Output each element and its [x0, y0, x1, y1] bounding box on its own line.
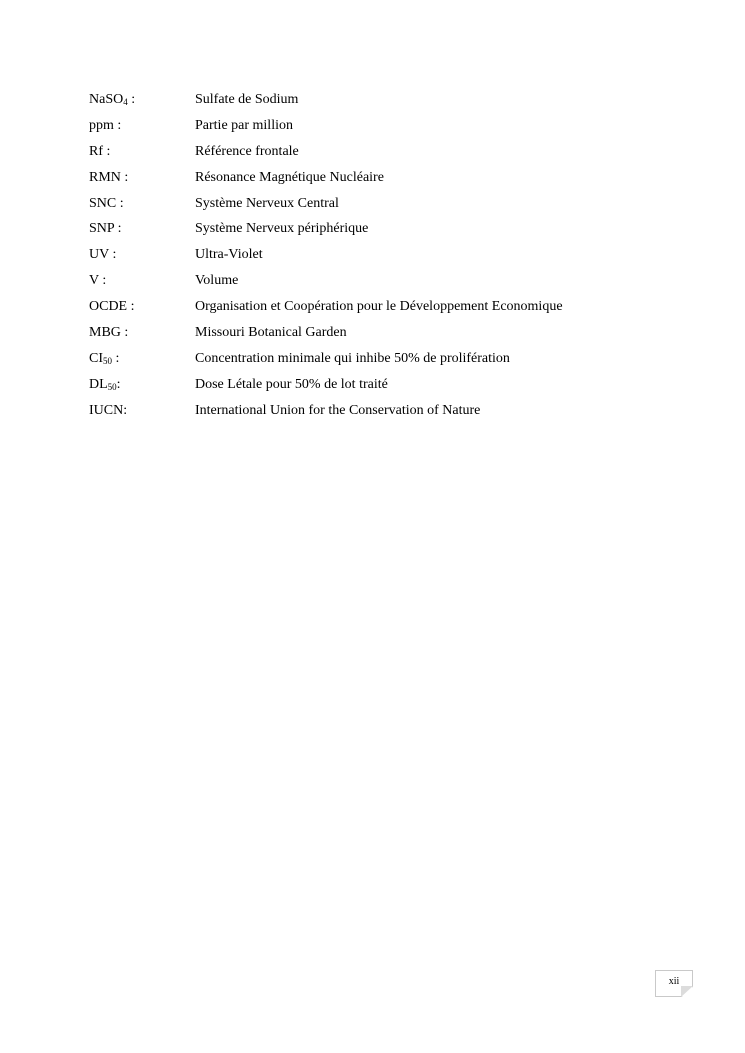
abbreviation-row [89, 294, 689, 320]
abbreviation-definition: Référence frontale [195, 143, 299, 159]
page-number: xii [668, 976, 680, 987]
abbreviation-term: RMN : [89, 169, 129, 185]
abbreviation-definition: Concentration minimale qui inhibe 50% de prolifération [195, 350, 510, 366]
abbreviation-definition: Volume [195, 273, 239, 289]
abbreviation-term: Rf : [89, 143, 111, 159]
abbreviation-term: SNC : [89, 195, 124, 211]
abbreviation-term: IUCN: [89, 402, 128, 418]
abbreviation-definition: Système Nerveux périphérique [195, 221, 369, 237]
abbreviation-definition: Système Nerveux Central [195, 195, 339, 211]
abbreviation-term: $DL_{50}$: [89, 376, 121, 392]
abbreviation-row [89, 372, 689, 398]
abbreviation-definition: Ultra-Violet [195, 247, 263, 263]
abbreviation-row [89, 139, 689, 165]
abbreviation-term: SNP : [89, 221, 122, 237]
abbreviation-term: MBG : [89, 324, 129, 340]
abbreviation-row [89, 113, 689, 139]
abbreviation-term: V : [89, 273, 107, 289]
abbreviation-term: ppm : [89, 117, 122, 133]
abbreviation-definition: Missouri Botanical Garden [195, 324, 347, 340]
abbreviation-row [89, 87, 689, 113]
abbreviation-list [89, 87, 689, 424]
abbreviation-definition: Résonance Magnétique Nucléaire [195, 169, 384, 185]
abbreviation-row [89, 191, 689, 217]
abbreviation-row [89, 320, 689, 346]
abbreviation-definition: Organisation et Coopération pour le Développement Economique [195, 299, 563, 315]
abbreviation-row [89, 346, 689, 372]
abbreviation-row [89, 268, 689, 294]
abbreviation-term: UV : [89, 247, 117, 263]
abbreviation-definition: International Union for the Conservation of Nature [195, 402, 481, 418]
abbreviation-term: $CI_{50}$ : [89, 350, 120, 366]
abbreviation-definition: Dose Létale pour 50% de lot traité [195, 376, 388, 392]
abbreviation-term: NaSO$_4$ : [89, 91, 136, 107]
abbreviation-term: OCDE : [89, 299, 135, 315]
abbreviation-definition: Partie par million [195, 117, 293, 133]
abbreviation-row [89, 398, 689, 424]
abbreviation-row [89, 242, 689, 268]
abbreviation-definition: Sulfate de Sodium [195, 91, 299, 107]
abbreviation-row [89, 165, 689, 191]
abbreviation-row [89, 216, 689, 242]
